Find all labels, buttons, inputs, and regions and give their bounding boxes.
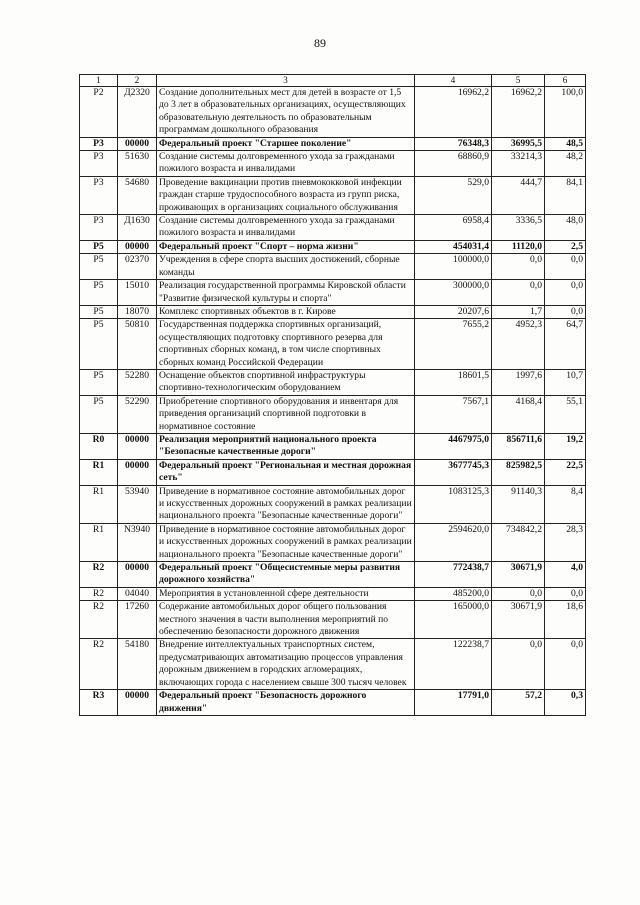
description-cell: Оснащение объектов спортивной инфраструктуры спортивно-технологическим оборудованием [157, 369, 415, 395]
table-row [80, 587, 586, 600]
table-body [80, 87, 586, 716]
actual-amount-cell: 36995,5 [492, 137, 545, 150]
planned-amount-cell: 4467975,0 [415, 433, 492, 459]
actual-amount-cell: 3336,5 [492, 215, 545, 241]
actual-amount-cell: 0,0 [492, 254, 545, 280]
section-code-cell: Р5 [80, 305, 118, 318]
description-cell: Федеральный проект "Общесистемные меры развития дорожного хозяйства" [157, 562, 415, 588]
table-row [80, 395, 586, 433]
table-row [80, 280, 586, 306]
actual-amount-cell: 30671,9 [492, 562, 545, 588]
percent-cell: 8,4 [545, 485, 586, 523]
item-code-cell: 00000 [118, 562, 157, 588]
planned-amount-cell: 16962,2 [415, 87, 492, 138]
actual-amount-cell: 33214,3 [492, 151, 545, 177]
section-code-cell: Р5 [80, 369, 118, 395]
percent-cell: 10,7 [545, 369, 586, 395]
percent-cell: 84,1 [545, 176, 586, 214]
item-code-cell: 18070 [118, 305, 157, 318]
table-row [80, 215, 586, 241]
column-header: 6 [545, 75, 586, 87]
percent-cell: 100,0 [545, 87, 586, 138]
planned-amount-cell: 1083125,3 [415, 485, 492, 523]
item-code-cell: 00000 [118, 137, 157, 150]
column-header: 4 [415, 75, 492, 87]
description-cell: Государственная поддержка спортивных организаций, осуществляющих подготовку спортивного резерва для спортивных сборных команд, в том числе спортивных сборных команд Российской Федерации [157, 319, 415, 370]
planned-amount-cell: 7567,1 [415, 395, 492, 433]
percent-cell: 64,7 [545, 319, 586, 370]
description-cell: Проведение вакцинации против пневмококковой инфекции граждан старше трудоспособного возраста из групп риска, проживающих в организациях социального обслуживания [157, 176, 415, 214]
description-cell: Реализация государственной программы Кировской области "Развитие физической культуры и спорта" [157, 280, 415, 306]
item-code-cell: 00000 [118, 459, 157, 485]
item-code-cell: 53940 [118, 485, 157, 523]
section-code-cell: R3 [80, 690, 118, 716]
actual-amount-cell: 825982,5 [492, 459, 545, 485]
percent-cell: 55,1 [545, 395, 586, 433]
actual-amount-cell: 91140,3 [492, 485, 545, 523]
table-row [80, 485, 586, 523]
item-code-cell: 51630 [118, 151, 157, 177]
percent-cell: 48,5 [545, 137, 586, 150]
actual-amount-cell: 734842,2 [492, 523, 545, 561]
actual-amount-cell: 0,0 [492, 587, 545, 600]
description-cell: Приведение в нормативное состояние автомобильных дорог и искусственных дорожных сооружений в рамках реализации национального проекта "Безопасные качественные дороги" [157, 485, 415, 523]
planned-amount-cell: 76348,3 [415, 137, 492, 150]
table-row [80, 433, 586, 459]
section-code-cell: R2 [80, 601, 118, 639]
item-code-cell: 54180 [118, 639, 157, 690]
section-code-cell: R0 [80, 433, 118, 459]
actual-amount-cell: 856711,6 [492, 433, 545, 459]
planned-amount-cell: 6958,4 [415, 215, 492, 241]
section-code-cell: Р3 [80, 137, 118, 150]
planned-amount-cell: 165000,0 [415, 601, 492, 639]
section-code-cell: Р3 [80, 176, 118, 214]
section-code-cell: Р5 [80, 240, 118, 253]
table-row [80, 305, 586, 318]
percent-cell: 28,3 [545, 523, 586, 561]
percent-cell: 2,5 [545, 240, 586, 253]
percent-cell: 19,2 [545, 433, 586, 459]
percent-cell: 0,0 [545, 639, 586, 690]
section-code-cell: Р3 [80, 215, 118, 241]
table-row [80, 319, 586, 370]
column-header: 5 [492, 75, 545, 87]
description-cell: Федеральный проект "Безопасность дорожного движения" [157, 690, 415, 716]
description-cell: Создание системы долговременного ухода за гражданами пожилого возраста и инвалидами [157, 151, 415, 177]
table-row [80, 601, 586, 639]
actual-amount-cell: 0,0 [492, 280, 545, 306]
description-cell: Федеральный проект "Спорт – норма жизни" [157, 240, 415, 253]
actual-amount-cell: 16962,2 [492, 87, 545, 138]
planned-amount-cell: 454031,4 [415, 240, 492, 253]
section-code-cell: R2 [80, 639, 118, 690]
item-code-cell: 52290 [118, 395, 157, 433]
item-code-cell: 17260 [118, 601, 157, 639]
section-code-cell: Р5 [80, 254, 118, 280]
page-number: 89 [314, 36, 326, 50]
percent-cell: 18,6 [545, 601, 586, 639]
table-row [80, 151, 586, 177]
percent-cell: 0,3 [545, 690, 586, 716]
item-code-cell: Д1630 [118, 215, 157, 241]
actual-amount-cell: 57,2 [492, 690, 545, 716]
table-row [80, 562, 586, 588]
item-code-cell: N3940 [118, 523, 157, 561]
item-code-cell: 00000 [118, 433, 157, 459]
percent-cell: 48,2 [545, 151, 586, 177]
item-code-cell: 04040 [118, 587, 157, 600]
section-code-cell: Р3 [80, 151, 118, 177]
actual-amount-cell: 0,0 [492, 639, 545, 690]
percent-cell: 0,0 [545, 254, 586, 280]
budget-table [79, 74, 586, 716]
table-row [80, 459, 586, 485]
percent-cell: 22,5 [545, 459, 586, 485]
description-cell: Федеральный проект "Региональная и местная дорожная сеть" [157, 459, 415, 485]
description-cell: Приобретение спортивного оборудования и инвентаря для приведения организаций спортивной подготовки в нормативное состояние [157, 395, 415, 433]
table-row [80, 87, 586, 138]
planned-amount-cell: 485200,0 [415, 587, 492, 600]
description-cell: Комплекс спортивных объектов в г. Кирове [157, 305, 415, 318]
section-code-cell: Р5 [80, 319, 118, 370]
planned-amount-cell: 68860,9 [415, 151, 492, 177]
percent-cell: 4,0 [545, 562, 586, 588]
planned-amount-cell: 529,0 [415, 176, 492, 214]
percent-cell: 0,0 [545, 587, 586, 600]
description-cell: Реализация мероприятий национального проекта "Безопасные качественные дороги" [157, 433, 415, 459]
item-code-cell: 00000 [118, 690, 157, 716]
planned-amount-cell: 20207,6 [415, 305, 492, 318]
item-code-cell: 52280 [118, 369, 157, 395]
percent-cell: 0,0 [545, 280, 586, 306]
description-cell: Приведение в нормативное состояние автомобильных дорог и искусственных дорожных сооружений в рамках реализации национального проекта "Безопасные качественные дороги" [157, 523, 415, 561]
planned-amount-cell: 18601,5 [415, 369, 492, 395]
item-code-cell: Д2320 [118, 87, 157, 138]
actual-amount-cell: 4952,3 [492, 319, 545, 370]
actual-amount-cell: 1,7 [492, 305, 545, 318]
planned-amount-cell: 3677745,3 [415, 459, 492, 485]
description-cell: Учреждения в сфере спорта высших достижений, сборные команды [157, 254, 415, 280]
description-cell: Внедрение интеллектуальных транспортных систем, предусматривающих автоматизацию процессов управления дорожным движением в городских агломерациях, включающих города с населением свыше 300 тысяч человек [157, 639, 415, 690]
table-row [80, 523, 586, 561]
actual-amount-cell: 1997,6 [492, 369, 545, 395]
table-row [80, 240, 586, 253]
section-code-cell: R1 [80, 485, 118, 523]
planned-amount-cell: 2594620,0 [415, 523, 492, 561]
section-code-cell: Р5 [80, 280, 118, 306]
planned-amount-cell: 100000,0 [415, 254, 492, 280]
actual-amount-cell: 30671,9 [492, 601, 545, 639]
table-row [80, 254, 586, 280]
actual-amount-cell: 4168,4 [492, 395, 545, 433]
section-code-cell: R2 [80, 562, 118, 588]
section-code-cell: R2 [80, 587, 118, 600]
planned-amount-cell: 17791,0 [415, 690, 492, 716]
section-code-cell: Р2 [80, 87, 118, 138]
description-cell: Создание системы долговременного ухода за гражданами пожилого возраста и инвалидами [157, 215, 415, 241]
table-row [80, 690, 586, 716]
table-row [80, 639, 586, 690]
planned-amount-cell: 300000,0 [415, 280, 492, 306]
item-code-cell: 00000 [118, 240, 157, 253]
percent-cell: 0,0 [545, 305, 586, 318]
item-code-cell: 02370 [118, 254, 157, 280]
description-cell: Содержание автомобильных дорог общего пользования местного значения в части выполнения мероприятий по обеспечению безопасности дорожного движения [157, 601, 415, 639]
actual-amount-cell: 444,7 [492, 176, 545, 214]
section-code-cell: R1 [80, 459, 118, 485]
column-header: 1 [80, 75, 118, 87]
description-cell: Создание дополнительных мест для детей в возрасте от 1,5 до 3 лет в образовательных организациях, осуществляющих образовательную деятельность по образовательным программам дошкольного образования [157, 87, 415, 138]
planned-amount-cell: 122238,7 [415, 639, 492, 690]
planned-amount-cell: 772438,7 [415, 562, 492, 588]
item-code-cell: 50810 [118, 319, 157, 370]
description-cell: Мероприятия в установленной сфере деятельности [157, 587, 415, 600]
description-cell: Федеральный проект "Старшее поколение" [157, 137, 415, 150]
item-code-cell: 15010 [118, 280, 157, 306]
item-code-cell: 54680 [118, 176, 157, 214]
percent-cell: 48,0 [545, 215, 586, 241]
table-row [80, 369, 586, 395]
column-header: 3 [157, 75, 415, 87]
table-header-row [80, 75, 586, 87]
section-code-cell: R1 [80, 523, 118, 561]
table-row [80, 176, 586, 214]
table-row [80, 137, 586, 150]
actual-amount-cell: 11120,0 [492, 240, 545, 253]
column-header: 2 [118, 75, 157, 87]
planned-amount-cell: 7655,2 [415, 319, 492, 370]
section-code-cell: Р5 [80, 395, 118, 433]
